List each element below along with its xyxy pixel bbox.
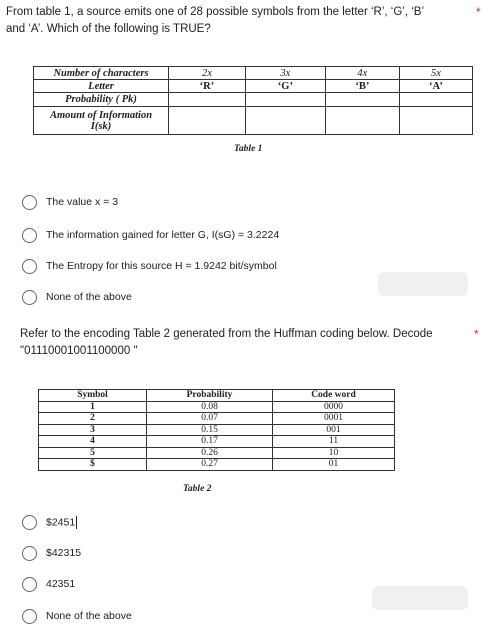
question-1-text: [6, 4, 466, 38]
text-cursor: [76, 516, 77, 529]
radio-button[interactable]: [22, 259, 37, 274]
table-cell-codeword: 10: [273, 447, 395, 459]
table-cell-symbol: $: [39, 459, 147, 471]
option-label: [46, 516, 77, 529]
table-2: [38, 389, 395, 471]
table-header-information: [34, 107, 169, 135]
table-header-information-line-2: I(sk): [90, 120, 112, 132]
watermark-blob: [372, 586, 468, 610]
table-cell-probability: 0.26: [147, 447, 273, 459]
table-cell-codeword: 0000: [273, 401, 395, 413]
option-q2-a[interactable]: [22, 512, 77, 532]
table-cell: ‘A’: [399, 80, 472, 93]
option-q2-d[interactable]: [22, 606, 132, 626]
option-q1-d[interactable]: [22, 287, 132, 307]
option-q1-a[interactable]: [22, 192, 118, 212]
table-cell: 4x: [325, 67, 399, 80]
table-1: [33, 66, 473, 135]
option-label: None of the above: [46, 610, 132, 622]
table-cell: [399, 93, 472, 107]
table-cell: 5x: [399, 67, 472, 80]
table-cell: [325, 93, 399, 107]
question-1-line-2: and ‘A’. Which of the following is TRUE?: [6, 23, 211, 35]
option-q2-b[interactable]: [22, 543, 81, 563]
radio-button[interactable]: [22, 515, 37, 530]
option-label: The value x = 3: [46, 196, 119, 208]
table-1-caption: Table 1: [234, 144, 263, 154]
table-cell-symbol: 5: [39, 447, 147, 459]
table-cell-symbol: 3: [39, 424, 147, 436]
table-cell-symbol: 2: [39, 413, 147, 425]
table-cell-codeword: 11: [273, 436, 395, 448]
table-header-probability: Probability ( Pk): [34, 93, 169, 107]
radio-button[interactable]: [22, 577, 37, 592]
option-label-text: $2451: [46, 515, 76, 528]
table-cell: [399, 107, 472, 135]
table-cell: [169, 107, 246, 135]
option-q1-c[interactable]: [22, 256, 277, 276]
table-header-letter: Letter: [34, 80, 169, 93]
table-cell-probability: 0.27: [147, 459, 273, 471]
table-header-information-line-1: Amount of Information: [49, 109, 153, 121]
table-cell-symbol: 4: [39, 436, 147, 448]
table-cell-symbol: 1: [39, 401, 147, 413]
option-q2-c[interactable]: [22, 574, 75, 594]
table-cell-codeword: 001: [273, 424, 395, 436]
table-cell-codeword: 0001: [273, 413, 395, 425]
table-cell-probability: 0.15: [147, 424, 273, 436]
table-cell: ‘B’: [325, 80, 399, 93]
radio-button[interactable]: [22, 290, 37, 305]
table-cell-probability: 0.07: [147, 413, 273, 425]
radio-button[interactable]: [22, 195, 37, 210]
table-header-probability: Probability: [147, 390, 273, 402]
table-cell-probability: 0.17: [147, 436, 273, 448]
option-label: $42315: [46, 547, 82, 559]
option-label: None of the above: [46, 291, 132, 303]
table-cell: 2x: [169, 67, 246, 80]
required-asterisk: *: [474, 327, 479, 341]
question-2-line-1: Refer to the encoding Table 2 generated from the Huffman coding below. Decode: [20, 328, 433, 340]
option-q1-b[interactable]: [22, 225, 279, 245]
table-cell: 3x: [245, 67, 325, 80]
table-cell: [245, 93, 325, 107]
question-2-line-2: "01110001001100000 ": [20, 345, 138, 357]
table-cell-probability: 0.08: [147, 401, 273, 413]
table-cell-codeword: 01: [273, 459, 395, 471]
option-label: 42351: [46, 578, 76, 590]
radio-button[interactable]: [22, 546, 37, 561]
radio-button[interactable]: [22, 228, 37, 243]
required-asterisk: *: [476, 5, 481, 19]
table-header-codeword: Code word: [273, 390, 395, 402]
table-cell: [169, 93, 246, 107]
question-1-line-1: From table 1, a source emits one of 28 possible symbols from the letter ‘R’, ‘G’, ‘B’: [6, 6, 424, 18]
table-header-symbol: Symbol: [39, 390, 147, 402]
option-label: The Entropy for this source H = 1.9242 bit/symbol: [46, 260, 277, 272]
table-cell: ‘G’: [245, 80, 325, 93]
table-2-caption: Table 2: [183, 484, 212, 494]
table-cell: [325, 107, 399, 135]
table-cell: [245, 107, 325, 135]
table-header-characters: Number of characters: [34, 67, 169, 80]
question-2-text: [20, 326, 470, 360]
table-cell: ‘R’: [169, 80, 246, 93]
option-label: The information gained for letter G, I(sG) = 3.2224: [46, 229, 280, 241]
watermark-blob: [378, 272, 468, 296]
radio-button[interactable]: [22, 609, 37, 624]
